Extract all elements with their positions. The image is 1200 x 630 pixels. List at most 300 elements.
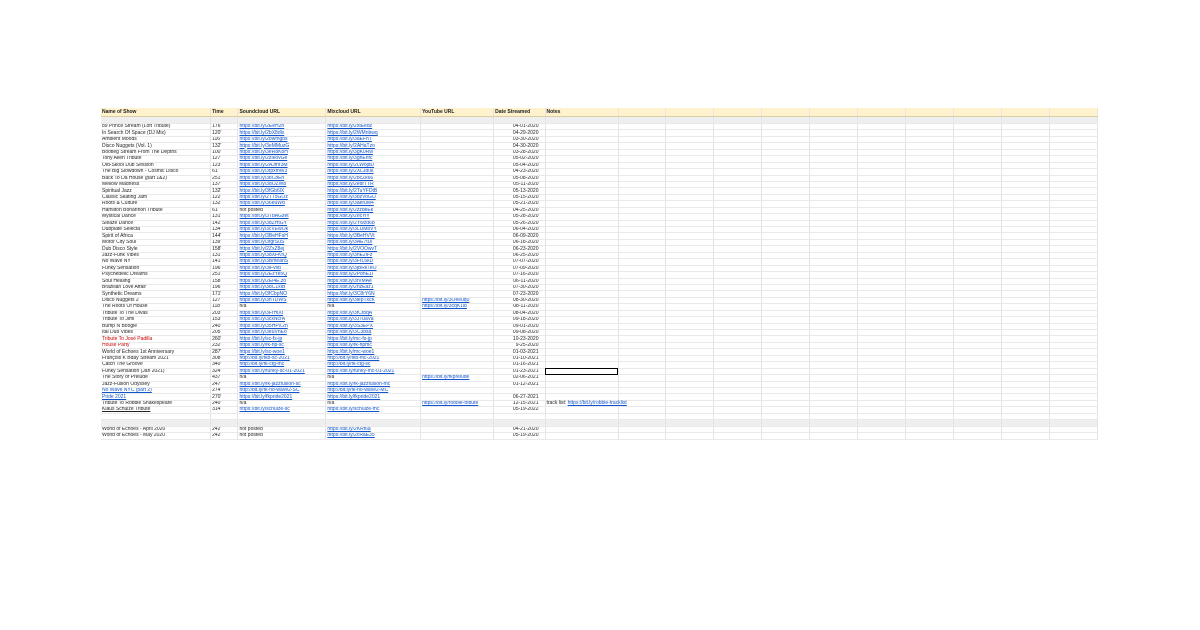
soundcloud-url-cell[interactable]: http://bit.ly/fkb-sc-2021 bbox=[238, 355, 326, 361]
empty-cell[interactable] bbox=[954, 117, 1002, 124]
time-cell[interactable]: 242' bbox=[211, 426, 238, 432]
empty-cell[interactable] bbox=[211, 117, 238, 124]
soundcloud-url-cell[interactable]: https://bit.ly/2T75GOz bbox=[238, 194, 326, 200]
show-name-cell[interactable]: Synthetic Dreams bbox=[101, 291, 211, 297]
mixcloud-url-cell[interactable]: https://bit.ly/fk-jazzfusion-mc bbox=[326, 381, 421, 387]
date-streamed-cell[interactable]: 06-27-2021 bbox=[494, 394, 545, 400]
empty-cell[interactable] bbox=[858, 108, 906, 117]
time-cell[interactable]: 176' bbox=[211, 124, 238, 130]
mixcloud-url-cell[interactable]: http://bit.ly/fk-ctg-sc bbox=[326, 362, 421, 368]
notes-link[interactable]: https://bit.ly/robbie-tracklist bbox=[567, 400, 627, 407]
header-name[interactable]: Name of Show bbox=[101, 108, 211, 117]
time-cell[interactable]: 437' bbox=[211, 375, 238, 381]
show-name-cell[interactable]: Funky Sensation (Jan 2021) bbox=[101, 368, 211, 374]
date-streamed-cell[interactable]: 05-26-2020 bbox=[494, 220, 545, 226]
empty-cell[interactable] bbox=[858, 433, 906, 439]
show-name-cell[interactable]: Mellow Madness bbox=[101, 181, 211, 187]
soundcloud-url-cell[interactable]: https://bit.ly/3euVnEo bbox=[238, 330, 326, 336]
mixcloud-url-cell[interactable]: https://bit.ly/2TuYFDtB bbox=[326, 188, 421, 194]
time-cell[interactable]: 242' bbox=[211, 433, 238, 439]
empty-cell[interactable] bbox=[101, 419, 211, 426]
soundcloud-url-cell[interactable]: https://bit.ly/fk-jazzfusion-sc bbox=[238, 381, 326, 387]
mixcloud-url-cell[interactable]: https://bit.ly/2AHaTzo bbox=[326, 143, 421, 149]
empty-cell[interactable] bbox=[762, 108, 810, 117]
show-name-cell[interactable]: Old-Skool Dub Session bbox=[101, 162, 211, 168]
date-streamed-cell[interactable]: 05-04-2020 bbox=[494, 162, 545, 168]
empty-cell[interactable] bbox=[618, 108, 666, 117]
empty-cell[interactable] bbox=[858, 117, 906, 124]
show-name-cell[interactable]: Jazz-Fusion Odyssey bbox=[101, 381, 211, 387]
time-cell[interactable]: 127' bbox=[211, 156, 238, 162]
show-name-cell[interactable]: Tribute To The Divas bbox=[101, 310, 211, 316]
empty-cell[interactable] bbox=[666, 419, 714, 426]
show-name-cell[interactable]: Tony Allen Tribute bbox=[101, 156, 211, 162]
empty-cell[interactable] bbox=[101, 117, 211, 124]
time-cell[interactable]: 260' bbox=[211, 336, 238, 342]
soundcloud-url-cell[interactable]: https://bit.ly/schulze-sc bbox=[238, 407, 326, 413]
soundcloud-url-cell[interactable]: https://bit.ly/3bCbEh bbox=[238, 175, 326, 181]
date-streamed-cell[interactable]: 05-11-2020 bbox=[494, 181, 545, 187]
youtube-url-cell[interactable]: https://bit.ly/3Oeeuq0 bbox=[421, 297, 494, 303]
show-name-cell[interactable]: The Big Slowdown - Cosmic Disco bbox=[101, 169, 211, 175]
time-cell[interactable]: 61' bbox=[211, 169, 238, 175]
show-name-cell[interactable]: Klaus Schulze Tribute bbox=[101, 407, 211, 413]
empty-cell[interactable] bbox=[545, 419, 618, 426]
empty-cell[interactable] bbox=[714, 433, 762, 439]
soundcloud-url-cell[interactable]: n/a bbox=[238, 375, 326, 381]
empty-cell[interactable] bbox=[762, 419, 810, 426]
time-cell[interactable]: 120' bbox=[211, 130, 238, 136]
show-name-cell[interactable]: The Story of Prelude bbox=[101, 375, 211, 381]
date-streamed-cell[interactable]: 04-23-2020 bbox=[494, 169, 545, 175]
date-streamed-cell[interactable]: 06-09-2020 bbox=[494, 233, 545, 239]
date-streamed-cell[interactable]: 06-25-2020 bbox=[494, 252, 545, 258]
mixcloud-url-cell[interactable]: https://bit.ly/funky-mc-01-2021 bbox=[326, 368, 421, 374]
mixcloud-url-cell[interactable]: https://bit.ly/3C3bsa bbox=[326, 330, 421, 336]
date-streamed-cell[interactable]: 01-23-2021 bbox=[494, 368, 545, 374]
empty-cell[interactable] bbox=[906, 433, 954, 439]
spreadsheet-grid[interactable] bbox=[101, 108, 1098, 440]
mixcloud-url-cell[interactable]: https://bit.ly/2XLJd0k bbox=[326, 169, 421, 175]
date-streamed-cell[interactable]: 04-01-2020 bbox=[494, 124, 545, 130]
soundcloud-url-cell[interactable]: https://bit.ly/3cxNcrA bbox=[238, 317, 326, 323]
mixcloud-url-cell[interactable]: https://bit.ly/2cRaE35 bbox=[326, 433, 421, 439]
show-name-cell[interactable]: Back To Da House (part 1&2) bbox=[101, 175, 211, 181]
notes-cell[interactable] bbox=[545, 433, 618, 439]
soundcloud-url-cell[interactable]: http://bit.ly/fk-no-wave2-SC bbox=[238, 387, 326, 393]
time-cell[interactable]: 100' bbox=[211, 149, 238, 155]
empty-cell[interactable] bbox=[494, 117, 545, 124]
mixcloud-url-cell[interactable]: n/a bbox=[326, 304, 421, 310]
date-streamed-cell[interactable]: 04-29-2020 bbox=[494, 130, 545, 136]
mixcloud-url-cell[interactable]: https://bit.ly/2IfcYiY bbox=[326, 214, 421, 220]
empty-cell[interactable] bbox=[1002, 108, 1050, 117]
time-cell[interactable]: 142' bbox=[211, 220, 238, 226]
time-cell[interactable]: 251' bbox=[211, 272, 238, 278]
show-name-cell[interactable]: Tribute To José Padilla bbox=[101, 336, 211, 342]
empty-cell[interactable] bbox=[211, 419, 238, 426]
date-streamed-cell[interactable]: 05-08-2020 bbox=[494, 175, 545, 181]
soundcloud-url-cell[interactable]: https://bit.ly/funky-sc-01-2021 bbox=[238, 368, 326, 374]
header-youtube[interactable]: YouTube URL bbox=[421, 108, 494, 117]
mixcloud-url-cell[interactable]: https://bit.ly/2VOOwvT bbox=[326, 246, 421, 252]
soundcloud-url-cell[interactable]: https://bit.ly/3fgrSuS bbox=[238, 239, 326, 245]
show-name-cell[interactable]: Bootleg Stream From The Depths bbox=[101, 149, 211, 155]
show-name-cell[interactable]: Spiritual Jazz bbox=[101, 188, 211, 194]
date-streamed-cell[interactable]: 05-19-2020 bbox=[494, 433, 545, 439]
mixcloud-url-cell[interactable]: https://bit.ly/3bzVoGO bbox=[326, 194, 421, 200]
mixcloud-url-cell[interactable]: https://bit.ly/3aeruM4 bbox=[326, 201, 421, 207]
show-name-cell[interactable]: Tribute To Robbie Shakespeare bbox=[101, 400, 211, 406]
date-streamed-cell[interactable]: 06-11-2020 bbox=[494, 278, 545, 284]
time-cell[interactable]: 205' bbox=[211, 330, 238, 336]
soundcloud-url-cell[interactable]: not posted bbox=[238, 426, 326, 432]
empty-cell[interactable] bbox=[1002, 419, 1050, 426]
date-streamed-cell[interactable]: 01-12-2021 bbox=[494, 381, 545, 387]
mixcloud-url-cell[interactable]: https://bit.ly/3FrL6kD bbox=[326, 259, 421, 265]
empty-cell[interactable] bbox=[666, 117, 714, 124]
empty-cell[interactable] bbox=[714, 419, 762, 426]
date-streamed-cell[interactable]: 09-01-2020 bbox=[494, 323, 545, 329]
date-streamed-cell[interactable]: 07-30-2020 bbox=[494, 284, 545, 290]
mixcloud-url-cell[interactable]: https://bit.ly/3jBRkTeO bbox=[326, 265, 421, 271]
show-name-cell[interactable]: Sleaze Dance bbox=[101, 220, 211, 226]
soundcloud-url-cell[interactable]: n/a bbox=[238, 304, 326, 310]
empty-cell[interactable] bbox=[618, 117, 666, 124]
date-streamed-cell[interactable]: 05-28-2020 bbox=[494, 214, 545, 220]
youtube-url-cell[interactable]: https://bit.ly/3cqK1l8 bbox=[421, 304, 494, 310]
show-name-cell[interactable]: Catch The Groove bbox=[101, 362, 211, 368]
time-cell[interactable]: 314' bbox=[211, 407, 238, 413]
empty-cell[interactable] bbox=[858, 419, 906, 426]
soundcloud-url-cell[interactable]: https://bit.ly/3iFvsb bbox=[238, 265, 326, 271]
empty-cell[interactable] bbox=[906, 117, 954, 124]
show-name-cell[interactable]: Soul Healing bbox=[101, 278, 211, 284]
soundcloud-url-cell[interactable]: https://bit.ly/2Ei4E.zo bbox=[238, 278, 326, 284]
soundcloud-url-cell[interactable]: https://bit.ly/3eR8K8H bbox=[238, 149, 326, 155]
show-name-cell[interactable]: Spirit of Africa bbox=[101, 233, 211, 239]
time-cell[interactable]: 153' bbox=[211, 317, 238, 323]
date-streamed-cell[interactable]: 09-18-2020 bbox=[494, 317, 545, 323]
soundcloud-url-cell[interactable]: https://bit.ly/2EeH2n bbox=[238, 124, 326, 130]
show-name-cell[interactable]: François K Bday Stream 2021 bbox=[101, 355, 211, 361]
time-cell[interactable]: 274' bbox=[211, 387, 238, 393]
mixcloud-url-cell[interactable]: https://bit.ly/3LUMbVY bbox=[326, 227, 421, 233]
mixcloud-url-cell[interactable]: https://bit.ly/2bcZk66 bbox=[326, 175, 421, 181]
date-streamed-cell[interactable]: 04-21-2020 bbox=[494, 426, 545, 432]
show-name-cell[interactable]: Bump N Boogie bbox=[101, 323, 211, 329]
show-name-cell[interactable]: House Party bbox=[101, 342, 211, 348]
show-name-cell[interactable]: Pride 2021 bbox=[101, 394, 211, 400]
soundcloud-url-cell[interactable]: https://bit.ly/sc-woe1 bbox=[238, 349, 326, 355]
empty-cell[interactable] bbox=[238, 117, 326, 124]
mixcloud-url-cell[interactable]: https://bit.ly/mc-woe1 bbox=[326, 349, 421, 355]
empty-cell[interactable] bbox=[1049, 419, 1097, 426]
show-name-cell[interactable]: Roots & Culture bbox=[101, 201, 211, 207]
empty-cell[interactable] bbox=[494, 419, 545, 426]
time-cell[interactable]: 132' bbox=[211, 188, 238, 194]
time-cell[interactable]: 132' bbox=[211, 201, 238, 207]
time-cell[interactable]: 196' bbox=[211, 265, 238, 271]
mixcloud-url-cell[interactable]: https://bit.ly/2hzEaz1 bbox=[326, 284, 421, 290]
soundcloud-url-cell[interactable]: n/a bbox=[238, 400, 326, 406]
soundcloud-url-cell[interactable]: not posted bbox=[238, 433, 326, 439]
time-cell[interactable]: 118' bbox=[211, 304, 238, 310]
time-cell[interactable]: 131' bbox=[211, 252, 238, 258]
empty-cell[interactable] bbox=[1049, 117, 1097, 124]
date-streamed-cell[interactable]: 12-15-2021 bbox=[494, 400, 545, 406]
soundcloud-url-cell[interactable]: https://bit.ly/3dXFKfQ bbox=[238, 252, 326, 258]
mixcloud-url-cell[interactable]: https://bit.ly/3ghEnfc bbox=[326, 156, 421, 162]
date-streamed-cell[interactable]: 06-04-2020 bbox=[494, 227, 545, 233]
soundcloud-url-cell[interactable]: https://bit.ly/36euWd bbox=[238, 201, 326, 207]
date-streamed-cell[interactable]: 07-07-2020 bbox=[494, 259, 545, 265]
soundcloud-url-cell[interactable]: https://bit.ly/3TbAGzet bbox=[238, 214, 326, 220]
time-cell[interactable]: 123' bbox=[211, 162, 238, 168]
show-name-cell[interactable]: World of Echoes - April 2020 bbox=[101, 426, 211, 432]
mixcloud-url-cell[interactable]: http://bit.ly/fk-no-wave2-MC bbox=[326, 387, 421, 393]
mixcloud-url-cell[interactable]: https://bit.ly/mc-fs-jp bbox=[326, 336, 421, 342]
soundcloud-url-cell[interactable]: https://bit.ly/2zIkovGe bbox=[238, 156, 326, 162]
date-streamed-cell[interactable]: 08-30-2020 bbox=[494, 297, 545, 303]
empty-cell[interactable] bbox=[1002, 433, 1050, 439]
time-cell[interactable]: 287' bbox=[211, 349, 238, 355]
mixcloud-url-cell[interactable]: https://bit.ly/3iepTxcK bbox=[326, 297, 421, 303]
date-streamed-cell[interactable]: 09-08-2020 bbox=[494, 330, 545, 336]
show-name-cell[interactable]: Disco Nuggets (Vol. 1) bbox=[101, 143, 211, 149]
time-cell[interactable]: 122' bbox=[211, 194, 238, 200]
soundcloud-url-cell[interactable]: https://bit.ly/3fpxmW3 bbox=[238, 169, 326, 175]
show-name-cell[interactable]: Hamilton Bohannon Tribute bbox=[101, 207, 211, 213]
mixcloud-url-cell[interactable]: n/a bbox=[326, 375, 421, 381]
mixcloud-url-cell[interactable]: http://bit.ly/fkb-mc-2021 bbox=[326, 355, 421, 361]
date-streamed-cell[interactable]: 08-11-2020 bbox=[494, 304, 545, 310]
header-mixcloud[interactable]: Mixcloud URL bbox=[326, 108, 421, 117]
date-streamed-cell[interactable]: 01-03-2021 bbox=[494, 349, 545, 355]
mixcloud-url-cell[interactable]: https://bit.ly/3aEFhT bbox=[326, 136, 421, 142]
mixcloud-url-cell[interactable]: https://bit.ly/2LWojdD bbox=[326, 162, 421, 168]
time-cell[interactable]: 139' bbox=[211, 239, 238, 245]
mixcloud-url-cell[interactable]: https://bit.ly/3fCf8qA bbox=[326, 310, 421, 316]
show-name-cell[interactable]: The Roots Of House bbox=[101, 304, 211, 310]
show-name-cell[interactable]: Ambient Moods bbox=[101, 136, 211, 142]
show-name-cell[interactable]: No Wave NYC (part 2) bbox=[101, 387, 211, 393]
date-streamed-cell[interactable]: 05-13-2020 bbox=[494, 188, 545, 194]
soundcloud-url-cell[interactable]: https://bit.ly/fk-hp-sc bbox=[238, 342, 326, 348]
show-name-cell[interactable]: Dubplate Selecta bbox=[101, 227, 211, 233]
empty-cell[interactable] bbox=[666, 108, 714, 117]
date-streamed-cell[interactable]: 04-25-2020 bbox=[494, 207, 545, 213]
time-cell[interactable]: 137' bbox=[211, 181, 238, 187]
empty-cell[interactable] bbox=[810, 419, 858, 426]
mixcloud-url-cell[interactable]: https://bit.ly/2xtEedz bbox=[326, 124, 421, 130]
date-streamed-cell[interactable]: 10-23-2020 bbox=[494, 336, 545, 342]
time-cell[interactable]: 141' bbox=[211, 259, 238, 265]
mixcloud-url-cell[interactable]: https://bit.ly/3C8rY6N bbox=[326, 291, 421, 297]
show-name-cell[interactable]: Psychedelic Dreams bbox=[101, 272, 211, 278]
empty-cell[interactable] bbox=[1002, 117, 1050, 124]
show-name-cell[interactable]: Motor City Soul bbox=[101, 239, 211, 245]
show-name-cell[interactable]: In Search Of Space (DJ Mix) bbox=[101, 130, 211, 136]
empty-cell[interactable] bbox=[954, 433, 1002, 439]
time-cell[interactable]: 270' bbox=[211, 394, 238, 400]
show-name-cell[interactable]: Funky Sensation bbox=[101, 265, 211, 271]
date-streamed-cell[interactable]: 08-04-2020 bbox=[494, 310, 545, 316]
show-name-cell[interactable]: World of Echoes 1st Anniversary bbox=[101, 349, 211, 355]
time-cell[interactable]: 232' bbox=[211, 342, 238, 348]
soundcloud-url-cell[interactable]: https://bit.ly/fkpride2021 bbox=[238, 394, 326, 400]
header-date[interactable]: Date Streamed bbox=[494, 108, 545, 117]
mixcloud-url-cell[interactable]: https://bit.ly/3BeHVVt bbox=[326, 233, 421, 239]
date-streamed-cell[interactable]: 06-18-2020 bbox=[494, 239, 545, 245]
soundcloud-url-cell[interactable]: https://bit.ly/2AJfnr3M bbox=[238, 162, 326, 168]
empty-cell[interactable] bbox=[762, 117, 810, 124]
youtube-url-cell[interactable] bbox=[421, 433, 494, 439]
mixcloud-url-cell[interactable]: https://bit.ly/2edrTTR bbox=[326, 181, 421, 187]
time-cell[interactable]: 240' bbox=[211, 400, 238, 406]
mixcloud-url-cell[interactable]: https://bit.ly/3gK0Rw bbox=[326, 149, 421, 155]
mixcloud-url-cell[interactable]: https://bit.ly/3fVMAe bbox=[326, 278, 421, 284]
mixcloud-url-cell[interactable]: https://bit.ly/2WMnbwq bbox=[326, 130, 421, 136]
soundcloud-url-cell[interactable]: https://bit.ly/2EzYe5Q bbox=[238, 272, 326, 278]
mixcloud-url-cell[interactable]: https://bit.ly/3hE2iFz bbox=[326, 252, 421, 258]
date-streamed-cell[interactable]: 05-02-2020 bbox=[494, 156, 545, 162]
show-name-cell[interactable]: Classic Skating Jam bbox=[101, 194, 211, 200]
time-cell[interactable]: 340' bbox=[211, 362, 238, 368]
empty-cell[interactable] bbox=[618, 433, 666, 439]
time-cell[interactable]: 131' bbox=[211, 214, 238, 220]
mixcloud-url-cell[interactable]: n/a bbox=[326, 400, 421, 406]
date-streamed-cell[interactable]: 05-21-2020 bbox=[494, 201, 545, 207]
soundcloud-url-cell[interactable]: not posted bbox=[238, 207, 326, 213]
empty-cell[interactable] bbox=[810, 108, 858, 117]
empty-cell[interactable] bbox=[545, 117, 618, 124]
header-notes[interactable]: Notes bbox=[545, 108, 618, 117]
time-cell[interactable]: 116' bbox=[211, 136, 238, 142]
soundcloud-url-cell[interactable]: https://bit.ly/sc-fs-jp bbox=[238, 336, 326, 342]
youtube-url-cell[interactable]: https://bit.ly/fkprelude bbox=[421, 375, 494, 381]
soundcloud-url-cell[interactable]: https://bit.ly/3hTDWS bbox=[238, 297, 326, 303]
show-name-cell[interactable]: No Wave NY bbox=[101, 259, 211, 265]
show-name-cell[interactable]: Mystical Dance bbox=[101, 214, 211, 220]
empty-cell[interactable] bbox=[714, 108, 762, 117]
time-cell[interactable]: 158' bbox=[211, 278, 238, 284]
empty-cell[interactable] bbox=[238, 419, 326, 426]
date-streamed-cell[interactable]: 01-10-2021 bbox=[494, 355, 545, 361]
time-cell[interactable]: 203' bbox=[211, 310, 238, 316]
show-name-cell[interactable]: 89 Prince Stream (Loft Tribute) bbox=[101, 124, 211, 130]
time-cell[interactable]: 308' bbox=[211, 355, 238, 361]
time-cell[interactable]: 251' bbox=[211, 175, 238, 181]
time-cell[interactable]: 171' bbox=[211, 291, 238, 297]
empty-cell[interactable] bbox=[1049, 108, 1097, 117]
soundcloud-url-cell[interactable]: https://bit.ly/3BmeanS bbox=[238, 259, 326, 265]
empty-cell[interactable] bbox=[618, 419, 666, 426]
empty-cell[interactable] bbox=[714, 117, 762, 124]
header-soundcloud[interactable]: Soundcloud URL bbox=[238, 108, 326, 117]
show-name-cell[interactable]: Tribute To Jimi bbox=[101, 317, 211, 323]
mixcloud-url-cell[interactable]: https://bit.ly/fkpride2021 bbox=[326, 394, 421, 400]
mixcloud-url-cell[interactable]: https://bit.ly/2P8hE1l bbox=[326, 272, 421, 278]
soundcloud-url-cell[interactable]: https://bit.ly/2bwmgbs bbox=[238, 136, 326, 142]
soundcloud-url-cell[interactable]: https://bit.ly/2ZxZ8ej bbox=[238, 246, 326, 252]
date-streamed-cell[interactable]: 03-28-2020 bbox=[494, 149, 545, 155]
mixcloud-url-cell[interactable]: https://bit.ly/2KRt6a bbox=[326, 426, 421, 432]
time-cell[interactable]: 61' bbox=[211, 207, 238, 213]
empty-cell[interactable] bbox=[326, 117, 421, 124]
date-streamed-cell[interactable]: 02-06-2021 bbox=[494, 375, 545, 381]
date-streamed-cell[interactable]: 07-16-2020 bbox=[494, 272, 545, 278]
mixcloud-url-cell[interactable]: https://bit.ly/schulze-mc bbox=[326, 407, 421, 413]
soundcloud-url-cell[interactable]: https://bit.ly/3FrHlXt bbox=[238, 310, 326, 316]
soundcloud-url-cell[interactable]: https://bit.ly/3dZHtGY bbox=[238, 220, 326, 226]
time-cell[interactable]: 247' bbox=[211, 381, 238, 387]
empty-cell[interactable] bbox=[810, 433, 858, 439]
soundcloud-url-cell[interactable]: https://bit.ly/3fGb6lX bbox=[238, 188, 326, 194]
time-cell[interactable]: 132' bbox=[211, 143, 238, 149]
empty-cell[interactable] bbox=[1049, 433, 1097, 439]
youtube-url-cell[interactable]: https://bit.ly/robbie-tribute bbox=[421, 400, 494, 406]
notes-cell[interactable] bbox=[545, 400, 627, 407]
empty-cell[interactable] bbox=[421, 419, 494, 426]
time-cell[interactable]: 240' bbox=[211, 323, 238, 329]
time-cell[interactable]: 158' bbox=[211, 246, 238, 252]
time-cell[interactable]: 196' bbox=[211, 284, 238, 290]
time-cell[interactable]: 134' bbox=[211, 227, 238, 233]
soundcloud-url-cell[interactable]: https://bit.ly/3fCbpNO bbox=[238, 291, 326, 297]
empty-cell[interactable] bbox=[666, 433, 714, 439]
date-streamed-cell[interactable]: 05-15-2020 bbox=[494, 194, 545, 200]
empty-cell[interactable] bbox=[326, 419, 421, 426]
empty-cell[interactable] bbox=[762, 433, 810, 439]
header-time[interactable]: Time bbox=[211, 108, 238, 117]
show-name-cell[interactable]: Ital Dub Vibes bbox=[101, 330, 211, 336]
show-name-cell[interactable]: Disco Nuggets 2 bbox=[101, 297, 211, 303]
soundcloud-url-cell[interactable]: https://bit.ly/3dC1xIB bbox=[238, 284, 326, 290]
date-streamed-cell[interactable]: 05-19-2022 bbox=[494, 407, 545, 413]
time-cell[interactable]: 324' bbox=[211, 368, 238, 374]
mixcloud-url-cell[interactable]: https://bit.ly/3JTuaVa bbox=[326, 317, 421, 323]
date-streamed-cell[interactable]: 07-09-2020 bbox=[494, 265, 545, 271]
mixcloud-url-cell[interactable]: https://bit.ly/3S3EPX bbox=[326, 323, 421, 329]
date-streamed-cell[interactable]: 03-30-2020 bbox=[494, 136, 545, 142]
mixcloud-url-cell[interactable]: https://bit.ly/2Ywzd6b bbox=[326, 220, 421, 226]
empty-cell[interactable] bbox=[954, 419, 1002, 426]
soundcloud-url-cell[interactable]: https://bit.ly/3BeHFsH bbox=[238, 233, 326, 239]
date-streamed-cell[interactable]: 01-16-2021 bbox=[494, 362, 545, 368]
date-streamed-cell[interactable]: 9-25-2020 bbox=[494, 342, 545, 348]
soundcloud-url-cell[interactable]: https://bit.ly/2bX8dlx bbox=[238, 130, 326, 136]
show-name-cell[interactable]: World of Echoes - May 2020 bbox=[101, 433, 211, 439]
date-streamed-cell[interactable]: 06-23-2020 bbox=[494, 246, 545, 252]
show-name-cell[interactable]: Jazz-Funk Vibes bbox=[101, 252, 211, 258]
date-streamed-cell[interactable]: 07-23-2020 bbox=[494, 291, 545, 297]
empty-cell[interactable] bbox=[906, 108, 954, 117]
empty-cell[interactable] bbox=[954, 108, 1002, 117]
time-cell[interactable]: 127' bbox=[211, 297, 238, 303]
soundcloud-url-cell[interactable]: https://bit.ly/35HPv.2n bbox=[238, 323, 326, 329]
empty-cell[interactable] bbox=[421, 117, 494, 124]
show-name-cell[interactable]: Brazilian Love Affair bbox=[101, 284, 211, 290]
date-streamed-cell[interactable]: 04-30-2020 bbox=[494, 143, 545, 149]
time-cell[interactable]: 144' bbox=[211, 233, 238, 239]
soundcloud-url-cell[interactable]: https://bit.ly/3dOZWb bbox=[238, 181, 326, 187]
mixcloud-url-cell[interactable]: https://bit.ly/2zzdeEk bbox=[326, 207, 421, 213]
soundcloud-url-cell[interactable]: https://bit.ly/3eMMuzG bbox=[238, 143, 326, 149]
empty-cell[interactable] bbox=[906, 419, 954, 426]
soundcloud-url-cell[interactable]: https://bit.ly/3cVEwOk bbox=[238, 227, 326, 233]
mixcloud-url-cell[interactable]: https://bit.ly/fk-hpmc bbox=[326, 342, 421, 348]
